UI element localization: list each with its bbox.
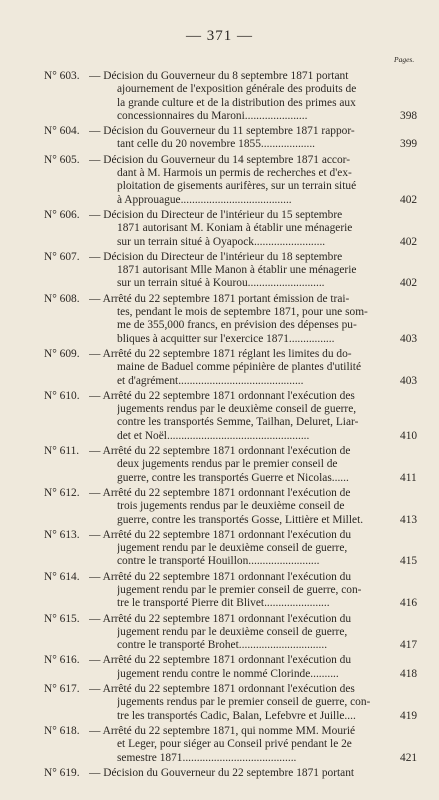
entry-line: concessionnaires du Maroni......................	[117, 109, 308, 122]
entry-page-ref: 413	[400, 513, 418, 526]
entry-text	[89, 654, 395, 681]
entry-line: — Décision du Directeur de l'intérieur du 15 septembre	[89, 208, 343, 221]
entry-line: — Décision du Gouverneur du 8 septembre 1871 portant	[89, 70, 349, 82]
entry-number: N° 611.	[44, 445, 80, 458]
entry-line: jugement rendu par le deuxième conseil de guerre,	[117, 542, 348, 555]
entry-line: — Arrêté du 22 septembre 1871 ordonnant l'exécution des	[89, 389, 355, 402]
entry-page-ref: 402	[400, 235, 418, 248]
entry-line: jugement rendu par le deuxième conseil de guerre,	[117, 625, 348, 638]
entry-page-ref: 421	[400, 751, 418, 764]
entry-text	[89, 70, 395, 123]
entry-line: et Leger, pour siéger au Conseil privé pendant le 2e	[117, 738, 352, 751]
entry-line: contre le transporté Houillon.........................	[117, 555, 320, 568]
entry-page-ref: 403	[400, 374, 418, 387]
entry-line: à Approuague.......................................	[117, 193, 292, 206]
page-number: — 371 —	[186, 28, 253, 44]
entry-line: contre le transporté Brohet...............................	[117, 639, 328, 652]
list-item	[0, 683, 439, 723]
list-item	[0, 725, 439, 765]
entry-line: dant à M. Harmois un permis de recherches et d'ex-	[117, 167, 352, 180]
entry-line: tre le transporté Pierre dit Blivet.......................	[117, 597, 330, 610]
entry-line: det et Noël..................................................	[117, 429, 310, 442]
entry-line: bliques à acquitter sur l'exercice 1871................	[117, 332, 335, 345]
entry-number: N° 609.	[44, 347, 80, 360]
entry-line: — Arrêté du 22 septembre 1871 ordonnant l'exécution des	[89, 683, 355, 696]
entry-text	[89, 612, 395, 653]
entry-text	[89, 445, 395, 485]
entry-text	[89, 250, 395, 291]
entry-number: N° 605.	[44, 153, 80, 166]
entry-text	[89, 153, 395, 207]
entry-line: jugements rendus par le premier conseil de guerre, con-	[117, 696, 371, 709]
list-item	[0, 445, 439, 485]
list-item	[0, 70, 439, 123]
entry-line: — Arrêté du 22 septembre 1871 réglant les limites du do-	[89, 347, 352, 360]
list-item	[0, 529, 439, 569]
entry-line: 1871 autorisant Mlle Manon à établir une ménagerie	[117, 264, 357, 277]
list-item	[0, 251, 439, 291]
entry-number: N° 615.	[44, 612, 80, 625]
entry-page-ref: 402	[400, 277, 418, 290]
entry-page-ref: 411	[400, 471, 417, 484]
entry-line: semestre 1871........................................	[117, 751, 297, 764]
entry-text	[89, 347, 395, 388]
entry-number: N° 608.	[44, 292, 80, 305]
entry-line: et d'agrément............................................	[117, 374, 304, 387]
entry-line: — Arrêté du 22 septembre 1871 ordonnant l'exécution du	[89, 612, 352, 625]
entry-text	[89, 766, 395, 780]
entry-number: N° 604.	[44, 125, 80, 138]
list-item	[0, 390, 439, 443]
entry-line: sur un terrain situé à Oyapock.........................	[117, 235, 326, 248]
entry-text	[89, 389, 395, 443]
entry-page-ref: 398	[400, 109, 418, 122]
entry-number: N° 606.	[44, 208, 80, 221]
entry-line: la grande culture et de la distribution des primes aux	[117, 96, 356, 109]
entry-text	[89, 292, 395, 346]
entry-number: N° 616.	[44, 654, 80, 667]
entry-number: N° 603.	[44, 70, 80, 82]
list-item	[0, 571, 439, 611]
entry-number: N° 612.	[44, 486, 80, 499]
entry-page-ref: 415	[400, 555, 418, 568]
entry-line: maine de Baduel comme pépinière de plantes d'utilité	[117, 361, 362, 374]
entry-number: N° 618.	[44, 724, 80, 737]
entry-page-ref: 410	[400, 429, 418, 442]
entry-line: — Arrêté du 22 septembre 1871 ordonnant l'exécution de	[89, 445, 351, 458]
entry-line: ajournement de l'exposition générale des produits de	[117, 83, 357, 96]
entry-line: — Arrêté du 22 septembre 1871 ordonnant l'exécution du	[89, 654, 352, 667]
pages-column-label: Pages.	[394, 55, 415, 64]
entry-number: N° 619.	[44, 766, 80, 779]
entry-line: 1871 autorisant M. Koniam à établir une ménagerie	[117, 222, 353, 235]
entry-line: ploitation de gisements aurifères, sur un terrain situé	[117, 180, 357, 193]
entry-line: — Arrêté du 22 septembre 1871 ordonnant l'exécution du	[89, 570, 352, 583]
entry-page-ref: 419	[400, 709, 418, 722]
entry-page-ref: 417	[400, 639, 418, 652]
entry-line: contre les transportés Semme, Tailhan, Deluret, Liar-	[117, 416, 359, 429]
entry-line: — Arrêté du 22 septembre 1871 ordonnant l'exécution de	[89, 486, 351, 499]
entry-page-ref: 416	[400, 597, 418, 610]
entry-line: trois jugements rendus par le deuxième conseil de	[117, 500, 345, 513]
entry-text	[89, 528, 395, 569]
list-item	[0, 209, 439, 249]
entry-page-ref: 402	[400, 193, 418, 206]
entry-line: jugement rendu contre le nommé Clorinde..........	[117, 667, 339, 680]
entry-page-ref: 418	[400, 667, 418, 680]
entry-text	[89, 208, 395, 249]
entry-line: deux jugements rendus par le premier conseil de	[117, 458, 338, 471]
entry-text	[89, 486, 395, 527]
entry-number: N° 610.	[44, 389, 80, 402]
entry-text	[89, 125, 395, 152]
entry-line: me de 355,000 francs, en prévision des dépenses pu-	[117, 319, 357, 332]
entry-line: — Décision du Gouverneur du 11 septembre 1871 rappor-	[89, 125, 355, 138]
entry-number: N° 607.	[44, 250, 80, 263]
entry-line: — Décision du Gouverneur du 22 septembre 1871 portant	[89, 766, 355, 779]
entry-page-ref: 399	[400, 138, 418, 151]
list-item	[0, 487, 439, 527]
list-item	[0, 767, 439, 780]
list-item	[0, 154, 439, 207]
entry-line: — Décision du Gouverneur du 14 septembre 1871 accor-	[89, 153, 351, 166]
entry-list	[0, 70, 439, 782]
entry-line: tre les transportés Cadic, Balan, Lefebvre et Juille....	[117, 709, 356, 722]
entry-line: jugement rendu par le premier conseil de guerre, con-	[117, 583, 362, 596]
entry-page-ref: 403	[400, 332, 418, 345]
entry-line: guerre, contre les transportés Gosse, Littière et Millet.	[117, 513, 364, 526]
entry-text	[89, 570, 395, 611]
list-item	[0, 348, 439, 388]
entry-number: N° 613.	[44, 528, 80, 541]
entry-line: sur un terrain situé à Kourou...........................	[117, 277, 325, 290]
entry-number: N° 614.	[44, 570, 80, 583]
list-item	[0, 613, 439, 653]
entry-line: — Arrêté du 22 septembre 1871 portant émission de trai-	[89, 292, 350, 305]
entry-line: tes, pendant le mois de septembre 1871, pour une som-	[117, 306, 368, 319]
entry-line: tant celle du 20 novembre 1855...................	[117, 138, 316, 151]
entry-number: N° 617.	[44, 683, 80, 696]
list-item	[0, 293, 439, 346]
entry-line: — Arrêté du 22 septembre 1871, qui nomme MM. Mourié	[89, 724, 356, 737]
entry-line: — Arrêté du 22 septembre 1871 ordonnant l'exécution du	[89, 528, 352, 541]
entry-line: — Décision du Directeur de l'intérieur du 18 septembre	[89, 250, 343, 263]
entry-line: guerre, contre les transportés Guerre et Nicolas......	[117, 471, 349, 484]
entry-line: jugements rendus par le deuxième conseil de guerre,	[117, 403, 357, 416]
list-item	[0, 125, 439, 152]
entry-text	[89, 683, 395, 723]
list-item	[0, 654, 439, 681]
entry-text	[89, 724, 395, 765]
